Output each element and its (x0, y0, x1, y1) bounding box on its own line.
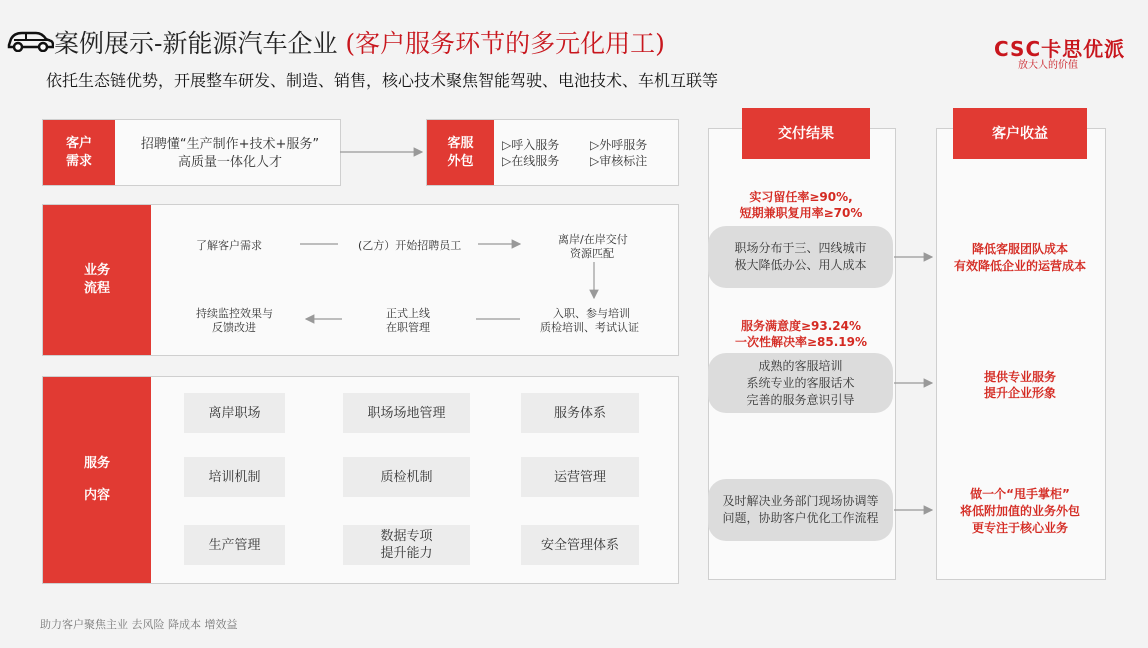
step-start-recruiting: (乙方）开始招聘员工 (358, 239, 462, 252)
service-offshore-site: 离岸职场 (184, 393, 285, 433)
step-monitor-sub: 反馈改进 (212, 321, 256, 334)
step-onboarding-sub: 质检培训、考试认证 (540, 321, 639, 334)
step-delivery-sub: 资源匹配 (570, 247, 614, 260)
result-pill-coordination: 及时解决业务部门现场协调等 问题，协助客户优化工作流程 (708, 479, 893, 541)
logo-tagline: 放大人的价值 (1018, 60, 1078, 71)
process-label: 业务流程 (43, 205, 151, 355)
step-go-live-sub: 在职管理 (386, 321, 430, 334)
service-operations: 运营管理 (521, 457, 639, 497)
outsource-label: 客服外包 (427, 120, 494, 185)
service-data-project: 数据专项 提升能力 (343, 525, 470, 565)
kpi-satisfaction: 服务满意度≥93.24% (740, 319, 862, 333)
footer-slogan: 助力客户聚焦主业 去风险 降成本 增效益 (40, 618, 238, 631)
page-subtitle: 依托生态链优势，开展整车研发、制造、销售，核心技术聚焦智能驾驶、电池技术、车机互联等 (46, 71, 719, 90)
service-system: 服务体系 (521, 393, 639, 433)
service-label: 服务内容 (43, 377, 151, 583)
company-logo: CSC卡思优派 (994, 37, 1126, 61)
benefit-outsource: 将低附加值的业务外包 (959, 504, 1080, 518)
kpi-reuse: 短期兼职复用率≥70% (739, 206, 863, 220)
step-delivery: 离岸/在岸交付 (558, 233, 628, 246)
benefit-hands-off: 做一个“甩手掌柜” (970, 487, 1070, 501)
need-label: 客户需求 (43, 120, 115, 185)
kpi-retention: 实习留任率≥90%, (749, 190, 853, 204)
outsource-item-review: ▷审核标注 (590, 154, 648, 168)
step-monitor: 持续监控效果与 (196, 307, 273, 320)
benefit-core-focus: 更专注于核心业务 (971, 521, 1068, 535)
outsource-item-inbound: ▷呼入服务 (502, 138, 560, 152)
title-subtopic: (客户服务环节的多元化用工) (345, 29, 665, 58)
delivery-label: 交付结果 (742, 108, 870, 159)
kpi-resolution: 一次性解决率≥85.19% (734, 335, 868, 349)
service-production: 生产管理 (184, 525, 285, 565)
benefit-cost: 降低客服团队成本 (971, 242, 1068, 256)
result-pill-training: 成熟的客服培训 系统专业的客服话术 完善的服务意识引导 (708, 353, 893, 413)
page-title: 案例展示-新能源汽车企业 (客户服务环节的多元化用工) (54, 29, 665, 58)
benefit-cost-sub: 有效降低企业的运营成本 (953, 259, 1086, 273)
outsource-item-online: ▷在线服务 (502, 154, 560, 168)
step-go-live: 正式上线 (386, 307, 430, 320)
need-text-line2: 高质量一体化人才 (177, 155, 282, 170)
service-site-management: 职场场地管理 (343, 393, 470, 433)
outsource-item-outbound: ▷外呼服务 (590, 138, 648, 152)
service-training: 培训机制 (184, 457, 285, 497)
need-text-line1: 招聘懂“生产制作+技术+服务” (140, 137, 320, 152)
service-quality-check: 质检机制 (343, 457, 470, 497)
result-pill-cost: 职场分布于三、四线城市 极大降低办公、用人成本 (708, 226, 893, 288)
benefit-image: 提升企业形象 (983, 386, 1056, 400)
step-understand-needs: 了解客户需求 (196, 239, 262, 252)
step-onboarding: 入职、参与培训 (553, 307, 630, 320)
service-safety: 安全管理体系 (521, 525, 639, 565)
benefit-label: 客户收益 (953, 108, 1087, 159)
benefit-professional: 提供专业服务 (983, 370, 1056, 384)
